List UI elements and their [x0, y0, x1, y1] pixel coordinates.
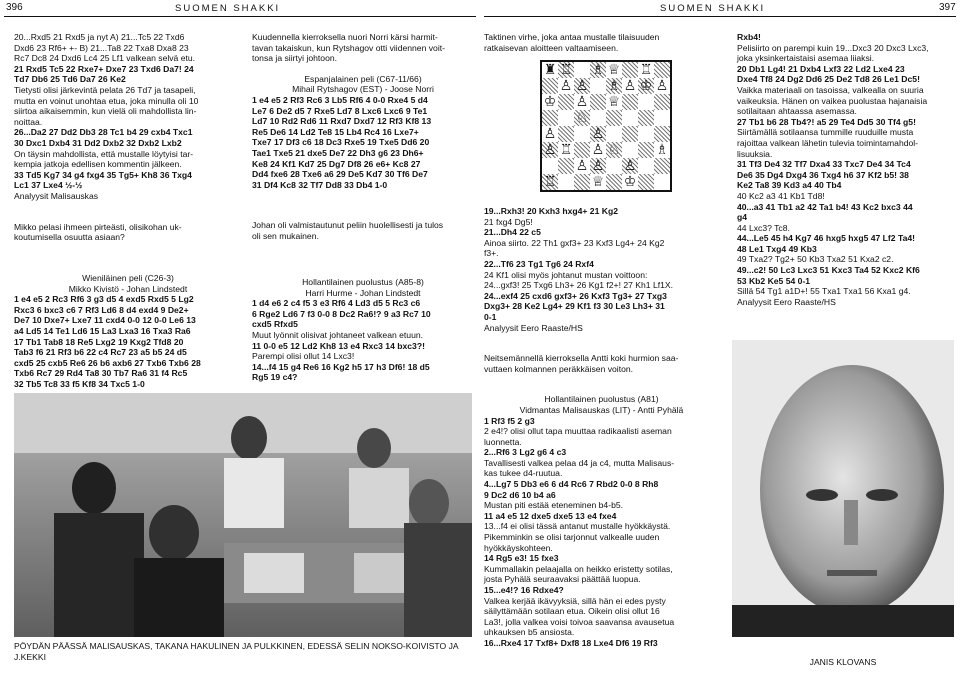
- text-line: Pelisiirto on parempi kuin 19...Dxc3 20 Dxc3 Lxc3,: [737, 42, 929, 53]
- text-line: Hollantilainen puolustus (A85-8): [302, 277, 424, 287]
- board-square: [574, 62, 590, 78]
- text-line: Rg5 19 c4?: [252, 372, 298, 383]
- chess-piece-icon: ♔: [639, 78, 653, 94]
- chess-piece-icon: ♙: [655, 78, 669, 94]
- board-square: [622, 142, 638, 158]
- board-square: [590, 94, 606, 110]
- chess-piece-icon: ♗: [607, 78, 621, 94]
- chess-piece-icon: ♔: [543, 94, 557, 110]
- board-square: [638, 158, 654, 174]
- text-line: Pikemminkin se olisi tarjonnut valkealle uuden: [484, 532, 660, 543]
- text-line: 13...f4 ei olisi tässä antanut mustalle hyökkäystä.: [484, 521, 671, 532]
- text-line: 15...e4!? 16 Rdxe4?: [484, 585, 564, 595]
- text-line: 49 Txa2? Tg2+ 50 Kb3 Txa2 51 Kxa2 c2.: [737, 254, 894, 265]
- text-line: Sillä 54 Tg1 a1D+! 55 Txa1 Txa1 56 Kxa1 g4.: [737, 286, 911, 297]
- text-line: 1 e4 e5 2 Rf3 Rc6 3 Lb5 Rf6 4 0-0 Rxe4 5 d4: [252, 94, 428, 105]
- text-line: 20...Rxd5 21 Rxd5 ja nyt A) 21...Tc5 22 Txd6: [14, 32, 185, 42]
- board-square: [590, 78, 606, 94]
- text-line: Hollantilainen puolustus (A81): [544, 394, 659, 405]
- chess-piece-icon: ♕: [607, 62, 621, 78]
- text-line: Rxc3 6 bxc3 c6 7 Rf3 Ld6 8 d4 exd4 9 De2+: [14, 304, 189, 315]
- text-line: Valkea kerjää ikävyyksiä, sillä hän ei edes pysty: [484, 595, 666, 606]
- text-line: 30 Dxc1 Dxb4 31 Dd2 Dxb2 32 Dxb2 Lxb2: [14, 137, 182, 148]
- left-column-1: [14, 32, 244, 243]
- chess-diagram: [540, 60, 672, 192]
- text-line: Dxd6 23 Rf6+ +- B) 21...Ta8 22 Txa8 Dxa8 23: [14, 42, 189, 53]
- text-line: 48 Le1 Txg4 49 Kb3: [737, 243, 817, 254]
- text-line: Mikko pelasi ihmeen pirteästi, olisikohan uk-: [14, 221, 182, 232]
- text-line: 6 Rge2 Ld6 7 f3 0-0 8 Dc2 Ra6!? 9 a3 Rc7 10: [252, 308, 431, 319]
- text-line: 26...Da2 27 Dd2 Db3 28 Tc1 b4 29 cxb4 Txc1: [14, 127, 193, 138]
- board-square: [622, 110, 638, 126]
- board-square: [622, 126, 638, 142]
- text-line: Muut lyönnit olisivat johtaneet valkean etuun.: [252, 329, 424, 340]
- text-line: Analyysit Eero Raaste/HS: [737, 296, 836, 307]
- chess-piece-icon: ♕: [591, 174, 605, 190]
- text-line: 1 e4 e5 2 Rc3 Rf6 3 g3 d5 4 exd5 Rxd5 5 Lg2: [14, 294, 194, 305]
- chess-piece-icon: ♗: [655, 142, 669, 158]
- text-line: a4 Ld5 14 Te1 Ld6 15 La3 Lxa3 16 Txa3 Ra6: [14, 325, 191, 336]
- tournament-photo-image: [14, 393, 472, 637]
- text-line: 21 Rxd5 Tc5 22 Rxe7+ Dxe7 23 Txd6 Da7! 24: [14, 63, 194, 74]
- text-line: koutumisella osuutta asiaan?: [14, 232, 125, 243]
- text-line: uhkauksen b5 ansiosta.: [484, 627, 575, 638]
- text-line: [252, 64, 474, 74]
- text-line: Ld7 10 Rd2 Rd6 11 Rxd7 Dxd7 12 Rf3 Kf8 13: [252, 116, 432, 127]
- text-line: sotilaitaan ahtaassa asemassa.: [737, 106, 857, 117]
- chess-piece-icon: ♖: [559, 142, 573, 158]
- text-line: 21 fxg4 Dg5!: [484, 216, 533, 227]
- text-line: Ke2 Ta8 39 Kd3 a4 40 Tb4: [737, 180, 842, 191]
- text-line: 19...Rxh3! 20 Kxh3 hxg4+ 21 Kg2: [484, 206, 618, 216]
- right-column-1-intro: [484, 32, 719, 53]
- text-line: [252, 210, 474, 220]
- text-line: ratkaisevan aloitteen valtaamiseen.: [484, 42, 619, 53]
- text-line: 27 Tb1 b6 28 Tb4?! a5 29 Te4 Dd5 30 Tf4 g5!: [737, 116, 916, 127]
- text-line: josta Pyhälä seuraavaksi päättää luopua.: [484, 574, 641, 585]
- text-line: Le7 6 De2 d5 7 Rxe5 Ld7 8 Lxc6 Lxc6 9 Te1: [252, 105, 428, 116]
- text-line: 11 0-0 e5 12 Ld2 Kh8 13 e4 Rxc3 14 bxc3?!: [252, 340, 425, 351]
- text-line: siirtoa aikaisemmin, kun vielä oli mahdollista lin-: [14, 106, 197, 117]
- chess-piece-icon: ♖: [543, 174, 557, 190]
- text-line: oli sen mukainen.: [252, 230, 319, 241]
- board-square: [622, 94, 638, 110]
- text-line: joka yksinkertaistaisi asemaa liiaksi.: [737, 53, 875, 64]
- text-line: 53 Kb2 Ke5 54 0-1: [737, 275, 811, 286]
- page-number-right: 397: [939, 2, 956, 13]
- text-line: Neitsemännellä kierroksella Antti koki hurmion saa-: [484, 353, 679, 364]
- text-line: g4: [737, 212, 748, 223]
- text-line: 11 a4 e5 12 dxe5 dxe5 13 e4 fxe4: [484, 510, 617, 521]
- right-column-2: [737, 32, 959, 307]
- board-square: [574, 174, 590, 190]
- text-line: [484, 374, 719, 384]
- text-line: vuttaen kolmannen peräkkäisen voiton.: [484, 363, 634, 374]
- text-line: Rxb4!: [737, 32, 761, 42]
- text-line: Dxe4 Tf8 24 Dg2 Dd6 25 De2 Td8 26 Le1 Dc5!: [737, 74, 920, 85]
- text-line: 21...Dh4 22 c5: [484, 227, 541, 238]
- text-line: [14, 202, 244, 212]
- text-line: 4...Lg7 5 Db3 e6 6 d4 Rc6 7 Rbd2 0-0 8 Rh8: [484, 479, 659, 490]
- player-portrait: [732, 340, 954, 637]
- chess-piece-icon: ♙: [591, 158, 605, 174]
- text-line: Kummallakin pelaajalla on heikko eristetty sotilas,: [484, 563, 673, 574]
- chess-piece-icon: ♙: [591, 142, 605, 158]
- board-square: [606, 126, 622, 142]
- text-line: 9 Dc2 d6 10 b4 a6: [484, 489, 556, 500]
- text-line: 32 Tb5 Tc8 33 f5 Kf8 34 Txc5 1-0: [14, 378, 145, 389]
- text-line: 33 Td5 Kg7 34 g4 fxg4 35 Tg5+ Kh8 36 Txg4: [14, 169, 192, 180]
- left-column-2: [252, 32, 474, 242]
- text-line: 44 Lxc3? Tc8.: [737, 222, 790, 233]
- text-line: 24...exf4 25 cxd6 gxf3+ 26 Kxf3 Tg3+ 27 Txg3: [484, 290, 667, 301]
- chess-piece-icon: ♙: [623, 78, 637, 94]
- text-line: [14, 212, 244, 222]
- board-square: [542, 158, 558, 174]
- board-square: [654, 94, 670, 110]
- text-line: cxd5 Rfxd5: [252, 319, 298, 330]
- text-line: f3+.: [484, 248, 499, 259]
- text-line: Siirtämällä sotilaansa tummille ruuduille musta: [737, 127, 914, 138]
- text-line: Tavallisesti valkea pelaa d4 ja c4, mutta Malisaus-: [484, 457, 675, 468]
- board-square: [542, 78, 558, 94]
- text-line: On täysin mahdollista, että mustalle löytyisi tar-: [14, 148, 194, 159]
- text-line: Johan oli valmistautunut peliin huolellisesti ja tulos: [252, 220, 444, 231]
- right-column-1: [484, 206, 719, 649]
- text-line: Mikko Kivistö - Johan Lindstedt: [68, 283, 188, 294]
- text-line: 49...c2! 50 Lc3 Lxc3 51 Kxc3 Ta4 52 Kxc2 Kf6: [737, 265, 920, 276]
- board-square: [558, 158, 574, 174]
- text-line: kempia jatkoja edellisen kommentin jälkeen.: [14, 159, 182, 170]
- running-header-left: SUOMEN SHAKKI: [175, 3, 281, 14]
- text-line: mutta en voinut unohtaa etua, joka minulla oli 10: [14, 95, 199, 106]
- text-line: Dxg3+ 28 Ke2 Lg4+ 29 Kf1 f3 30 Le3 Lh3+ 31: [484, 301, 665, 312]
- board-square: [654, 174, 670, 190]
- board-square: [574, 142, 590, 158]
- chess-piece-icon: ♙: [623, 158, 637, 174]
- text-line: Mihail Rytshagov (EST) - Joose Norri: [292, 84, 434, 95]
- chess-piece-icon: ♙: [591, 126, 605, 142]
- text-line: kas tukee d4-ruutua.: [484, 468, 563, 479]
- text-line: 16...Rxe4 17 Txf8+ Dxf8 18 Lxe4 Df6 19 Rf3: [484, 637, 658, 648]
- text-line: Ainoa siirto. 22 Th1 gxf3+ 23 Kxf3 Lg4+ 24 Kg2: [484, 237, 665, 248]
- board-square: [622, 62, 638, 78]
- text-line: Analyysit Malisauskas: [14, 190, 99, 201]
- game-kivisto-lindstedt: [14, 273, 242, 390]
- text-line: 1 d4 e6 2 c4 f5 3 e3 Rf6 4 Ld3 d5 5 Rc3 c6: [252, 298, 421, 309]
- text-line: Vidmantas Malisauskas (LIT) - Antti Pyhälä: [519, 404, 684, 415]
- text-line: 40...a3 41 Tb1 a2 42 Ta1 b4! 43 Kc2 bxc3 44: [737, 201, 913, 212]
- text-line: Re5 De6 14 Ld2 Te8 15 Lb4 Rc4 16 Lxe7+: [252, 126, 419, 137]
- text-line: 20 Db1 Lg4! 21 Dxb4 Lxf3 22 Ld2 Lxe4 23: [737, 63, 905, 74]
- board-square: [654, 126, 670, 142]
- text-line: [484, 333, 719, 343]
- chess-piece-icon: ♕: [607, 94, 621, 110]
- text-line: lisuuksia.: [737, 148, 773, 159]
- running-header-right: SUOMEN SHAKKI: [660, 3, 766, 14]
- board-square: [638, 126, 654, 142]
- text-line: Tab3 f6 21 Rf3 b6 22 c4 Rc7 23 a5 b5 24 d5: [14, 347, 187, 358]
- chess-piece-icon: ♗: [591, 62, 605, 78]
- text-line: rajoittaa valkean lähetin tulevia toimintamahdol-: [737, 137, 919, 148]
- chess-piece-icon: ♖: [559, 62, 573, 78]
- text-line: vaikeuksia. Hänen on vaikea puolustaa hajanaisia: [737, 95, 928, 106]
- text-line: Tae1 Txe5 21 dxe5 De7 22 Dh3 g6 23 Dh6+: [252, 147, 424, 158]
- text-line: Parempi olisi ollut 14 Lxc3!: [252, 351, 355, 362]
- text-line: 2 e4!? olisi ollut tapa muuttaa radikaalisti aseman: [484, 426, 672, 437]
- tournament-photo: [14, 393, 472, 637]
- chess-piece-icon: ♘: [575, 110, 589, 126]
- text-line: La3!, jolla valkea voisi toivoa saavansa avausetua: [484, 616, 675, 627]
- photo-caption-left: PÖYDÄN PÄÄSSÄ MALISAUSKAS, TAKANA HAKULINEN JA PULKKINEN, EDESSÄ SELIN NOKSO-KOIVISTO JA J.KEKKI: [14, 641, 459, 662]
- text-line: 14 Rg5 e3! 15 fxe3: [484, 553, 559, 564]
- text-line: Mustan piti estää eteneminen b4-b5.: [484, 500, 624, 511]
- text-line: 14...f4 15 g4 Re6 16 Kg2 h5 17 h3 Df6! 18 d5: [252, 361, 430, 372]
- chess-piece-icon: ♙: [543, 126, 557, 142]
- board-square: [558, 174, 574, 190]
- chess-piece-icon: ♙: [575, 158, 589, 174]
- chess-piece-icon: ♜: [543, 62, 557, 78]
- text-line: [484, 343, 719, 353]
- header-rule-right: [484, 16, 956, 17]
- text-line: [252, 190, 474, 200]
- text-line: 40 Kc2 a3 41 Kb1 Td8!: [737, 190, 825, 201]
- board-square: [638, 110, 654, 126]
- text-line: Ke8 24 Kf1 Kd7 25 Dg7 Df8 26 e6+ Kc8 27: [252, 158, 421, 169]
- board-square: [558, 94, 574, 110]
- text-line: Tietysti olisi järkevintä pelata 26 Td7 ja tasapeli,: [14, 84, 196, 95]
- board-square: [638, 94, 654, 110]
- board-square: [606, 110, 622, 126]
- text-line: 44...Le5 45 h4 Kg7 46 hxg5 hxg5 47 Lf2 Ta4!: [737, 233, 915, 244]
- photo-caption-right: JANIS KLOVANS: [809, 657, 877, 667]
- page-number-left: 396: [6, 2, 23, 13]
- text-line: 2...Rf6 3 Lg2 g6 4 c3: [484, 447, 567, 458]
- text-line: cxd5 25 cxb5 Re6 26 b6 axb6 27 Txb6 Txb6 28: [14, 357, 201, 368]
- board-square: [558, 126, 574, 142]
- text-line: Td7 Db6 25 Td6 Da7 26 Ke2: [14, 74, 126, 85]
- game-hurme-lindstedt: [252, 277, 474, 383]
- text-line: tavan takaiskun, kun Rytshagov otti viidennen voit-: [252, 42, 445, 53]
- text-line: 24 Kf1 olisi myös johtanut mustan voittoon:: [484, 269, 648, 280]
- board-square: [606, 158, 622, 174]
- board-square: [542, 110, 558, 126]
- text-line: [484, 384, 719, 394]
- text-line: Analyysit Eero Raaste/HS: [484, 322, 583, 333]
- chess-piece-icon: ♔: [623, 174, 637, 190]
- text-line: 31 Tf3 De4 32 Tf7 Dxa4 33 Txc7 De4 34 Tc4: [737, 159, 911, 170]
- text-line: tonsa ja siirtyi johtoon.: [252, 53, 338, 64]
- board-square: [606, 174, 622, 190]
- text-line: luonnetta.: [484, 436, 522, 447]
- text-line: Vaikka materiaali on tasoissa, valkealla on suuria: [737, 84, 924, 95]
- header-rule-left: [4, 16, 476, 17]
- text-line: Txe7 17 Df3 c6 18 Dc3 Rxe5 19 Txe5 Dd6 20: [252, 137, 430, 148]
- text-line: Txb6 Rc7 29 Rd4 Ta8 30 Tb7 Ra6 31 f4 Rc5: [14, 368, 188, 379]
- text-line: Wieniläinen peli (C26-3): [82, 273, 174, 283]
- text-line: 17 Tb1 Tab8 18 Re5 Lxg2 19 Kxg2 Tfd8 20: [14, 336, 184, 347]
- board-square: [638, 142, 654, 158]
- text-line: 1 Rf3 f5 2 g3: [484, 415, 535, 426]
- chess-piece-icon: ♙: [575, 94, 589, 110]
- text-line: 24...gxf3! 25 Txg6 Lh3+ 26 Kg1 f2+! 27 Kh1 Lf1X.: [484, 280, 674, 291]
- text-line: Taktinen virhe, joka antaa mustalle tilaisuuden: [484, 32, 660, 42]
- chess-piece-icon: ♘: [607, 142, 621, 158]
- board-square: [654, 158, 670, 174]
- text-line: [252, 200, 474, 210]
- board-square: [590, 110, 606, 126]
- board-square: [638, 174, 654, 190]
- chess-piece-icon: ♙: [543, 142, 557, 158]
- chess-piece-icon: ♙: [559, 78, 573, 94]
- text-line: De6 35 Dg4 Dxg4 36 Txg4 h6 37 Kf2 b5! 38: [737, 169, 909, 180]
- board-square: [574, 126, 590, 142]
- board-square: [654, 110, 670, 126]
- board-square: [654, 62, 670, 78]
- text-line: Dd4 fxe6 28 Txe6 a6 29 De5 Kd7 30 Tf6 De7: [252, 169, 428, 180]
- text-line: 31 Df4 Kc8 32 Tf7 Dd8 33 Db4 1-0: [252, 179, 388, 190]
- text-line: De7 10 Dxe7+ Lxe7 11 cxd4 0-0 12 0-0 Le6 13: [14, 315, 196, 326]
- text-line: 22...Tf6 23 Tg1 Tg6 24 Rxf4: [484, 258, 594, 269]
- text-line: hyökkäyskohteen.: [484, 542, 553, 553]
- text-line: Rc7 Dc8 24 Dxd6 Lc4 25 Lf1 valkean selvä etu.: [14, 53, 196, 64]
- text-line: 0-1: [484, 311, 497, 322]
- chess-piece-icon: ♙: [575, 78, 589, 94]
- text-line: Espanjalainen peli (C67-11/66): [304, 73, 422, 84]
- text-line: säilyttämään sotilaan etua. Oikein olisi ollut 16: [484, 606, 660, 617]
- text-line: Lc1 37 Lxe4 ½-½: [14, 180, 83, 191]
- text-line: noittaa.: [14, 116, 43, 127]
- chess-piece-icon: ♖: [639, 62, 653, 78]
- text-line: Kuudennella kierroksella nuori Norri kärsi harmit-: [252, 32, 438, 42]
- text-line: Harri Hurme - Johan Lindstedt: [305, 287, 421, 298]
- board-square: [558, 110, 574, 126]
- player-portrait-image: [732, 340, 954, 637]
